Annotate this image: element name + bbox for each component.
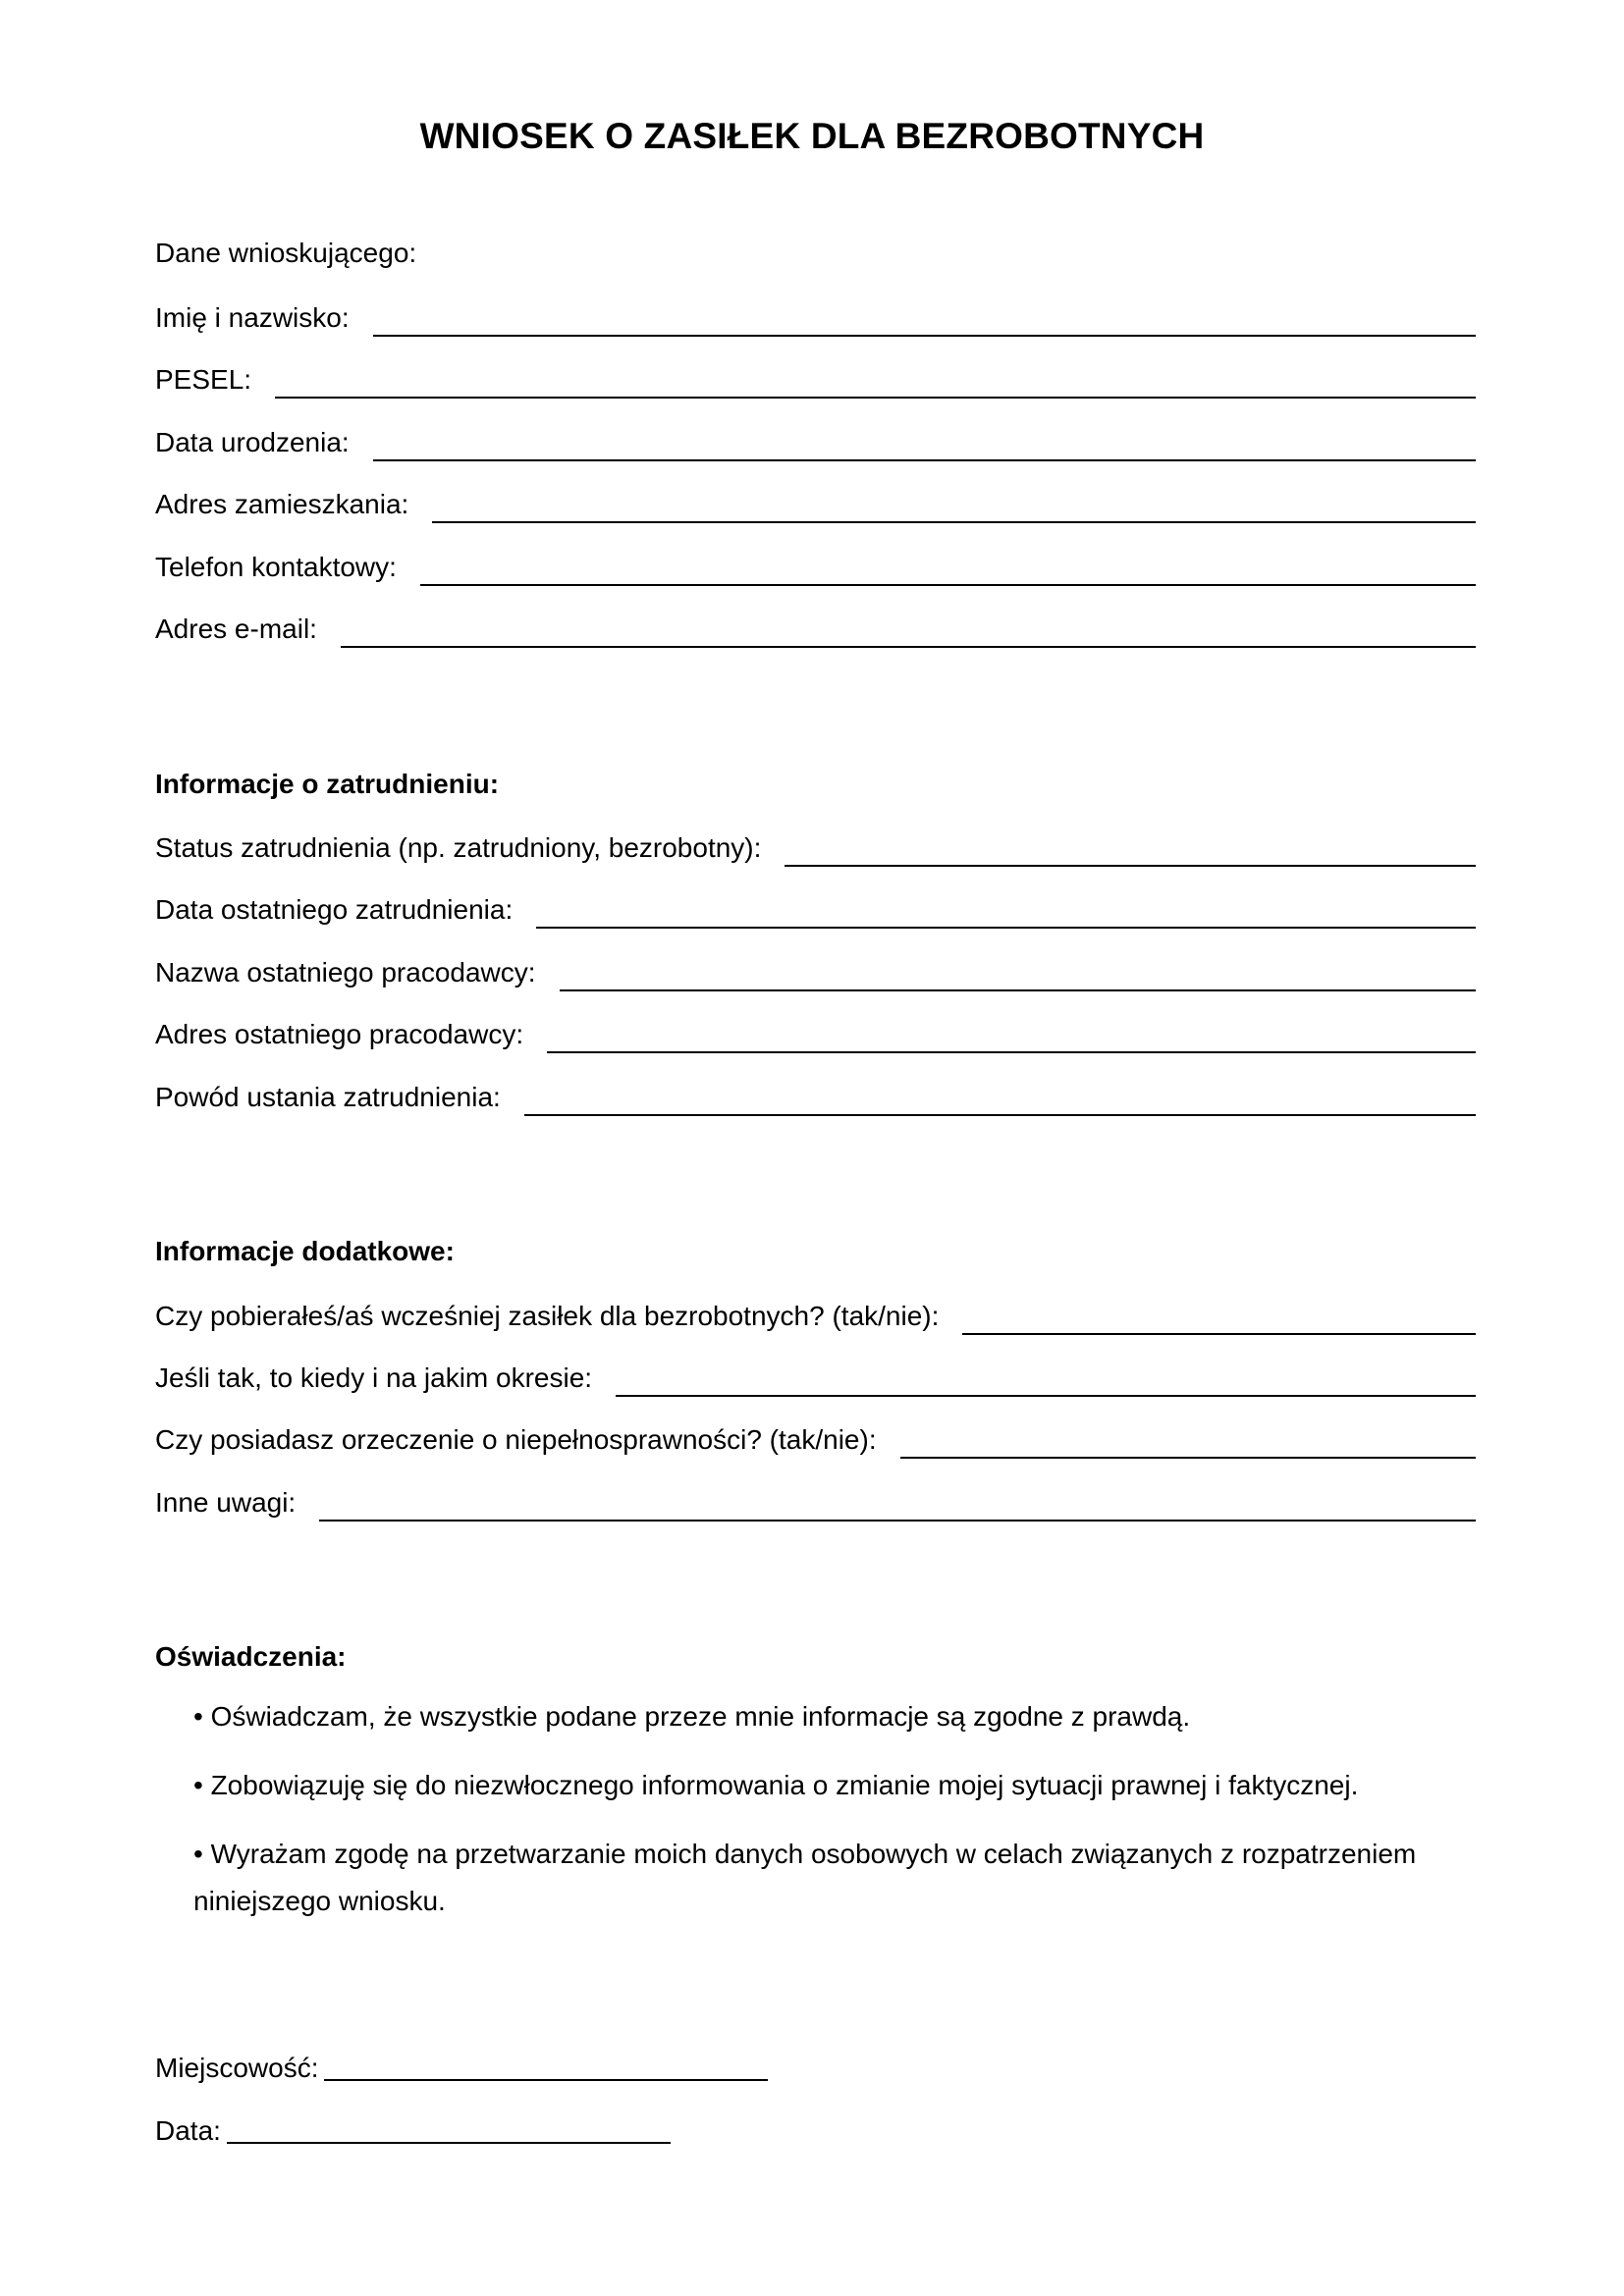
employment-status-field[interactable]	[155, 828, 1476, 867]
disability-label: Czy posiadasz orzeczenie o niepełnosprawności? (tak/nie):	[155, 1424, 877, 1455]
place-input-line[interactable]	[324, 2079, 768, 2081]
place-field[interactable]	[155, 2052, 768, 2085]
last-employer-name-input-line[interactable]	[560, 989, 1476, 991]
applicant-section-heading: Dane wnioskującego:	[155, 238, 417, 268]
disability-input-line[interactable]	[900, 1457, 1476, 1459]
employment-status-input-line[interactable]	[785, 865, 1476, 867]
phone-field[interactable]	[155, 547, 1476, 586]
pesel-input-line[interactable]	[275, 397, 1476, 399]
disability-field[interactable]	[155, 1419, 1476, 1459]
last-employment-date-input-line[interactable]	[536, 927, 1476, 929]
termination-reason-input-line[interactable]	[524, 1114, 1476, 1116]
date-label: Data:	[155, 2115, 221, 2146]
email-label: Adres e-mail:	[155, 614, 317, 644]
previous-benefit-input-line[interactable]	[962, 1333, 1476, 1335]
last-employment-date-field[interactable]	[155, 889, 1476, 929]
last-employer-address-field[interactable]	[155, 1014, 1476, 1053]
employment-status-label: Status zatrudnienia (np. zatrudniony, bezrobotny):	[155, 832, 762, 863]
benefit-period-input-line[interactable]	[616, 1395, 1476, 1397]
home-address-label: Adres zamieszkania:	[155, 489, 409, 519]
termination-reason-field[interactable]	[155, 1077, 1476, 1116]
last-employer-name-label: Nazwa ostatniego pracodawcy:	[155, 957, 536, 988]
pesel-label: PESEL:	[155, 364, 252, 395]
declaration-item: • Zobowiązuję się do niezwłocznego informowania o zmianie mojej sytuacji prawnej i faktycznej.	[193, 1770, 1359, 1800]
declaration-item: • Wyrażam zgodę na przetwarzanie moich danych osobowych w celach związanych z rozpatrzeniem niniejszego wniosku.	[193, 1839, 1417, 1916]
full-name-label: Imię i nazwisko:	[155, 302, 350, 333]
phone-label: Telefon kontaktowy:	[155, 552, 397, 582]
full-name-field[interactable]	[155, 297, 1476, 337]
last-employer-address-input-line[interactable]	[547, 1051, 1476, 1053]
birth-date-input-line[interactable]	[373, 459, 1476, 461]
declaration-item: • Oświadczam, że wszystkie podane przeze mnie informacje są zgodne z prawdą.	[193, 1701, 1191, 1732]
benefit-period-label: Jeśli tak, to kiedy i na jakim okresie:	[155, 1362, 593, 1393]
declarations-section-heading: Oświadczenia:	[155, 1641, 347, 1672]
birth-date-label: Data urodzenia:	[155, 427, 350, 457]
other-remarks-input-line[interactable]	[319, 1520, 1476, 1522]
previous-benefit-field[interactable]	[155, 1296, 1476, 1335]
home-address-input-line[interactable]	[432, 521, 1476, 523]
phone-input-line[interactable]	[420, 584, 1476, 586]
employment-section-heading: Informacje o zatrudnieniu:	[155, 769, 500, 799]
previous-benefit-label: Czy pobierałeś/aś wcześniej zasiłek dla bezrobotnych? (tak/nie):	[155, 1301, 940, 1331]
full-name-input-line[interactable]	[373, 335, 1476, 337]
form-title: WNIOSEK O ZASIŁEK DLA BEZROBOTNYCH	[419, 116, 1205, 156]
last-employment-date-label: Data ostatniego zatrudnienia:	[155, 894, 514, 925]
declarations-list	[193, 1693, 1476, 1947]
additional-section-heading: Informacje dodatkowe:	[155, 1236, 455, 1266]
last-employer-address-label: Adres ostatniego pracodawcy:	[155, 1019, 524, 1049]
termination-reason-label: Powód ustania zatrudnienia:	[155, 1082, 501, 1112]
date-input-line[interactable]	[227, 2142, 671, 2144]
email-field[interactable]	[155, 609, 1476, 648]
benefit-period-field[interactable]	[155, 1358, 1476, 1397]
birth-date-field[interactable]	[155, 422, 1476, 461]
date-field[interactable]	[155, 2114, 671, 2148]
last-employer-name-field[interactable]	[155, 952, 1476, 991]
email-input-line[interactable]	[341, 646, 1476, 648]
home-address-field[interactable]	[155, 484, 1476, 523]
pesel-field[interactable]	[155, 359, 1476, 399]
other-remarks-label: Inne uwagi:	[155, 1487, 297, 1518]
other-remarks-field[interactable]	[155, 1482, 1476, 1522]
place-label: Miejscowość:	[155, 2053, 319, 2083]
